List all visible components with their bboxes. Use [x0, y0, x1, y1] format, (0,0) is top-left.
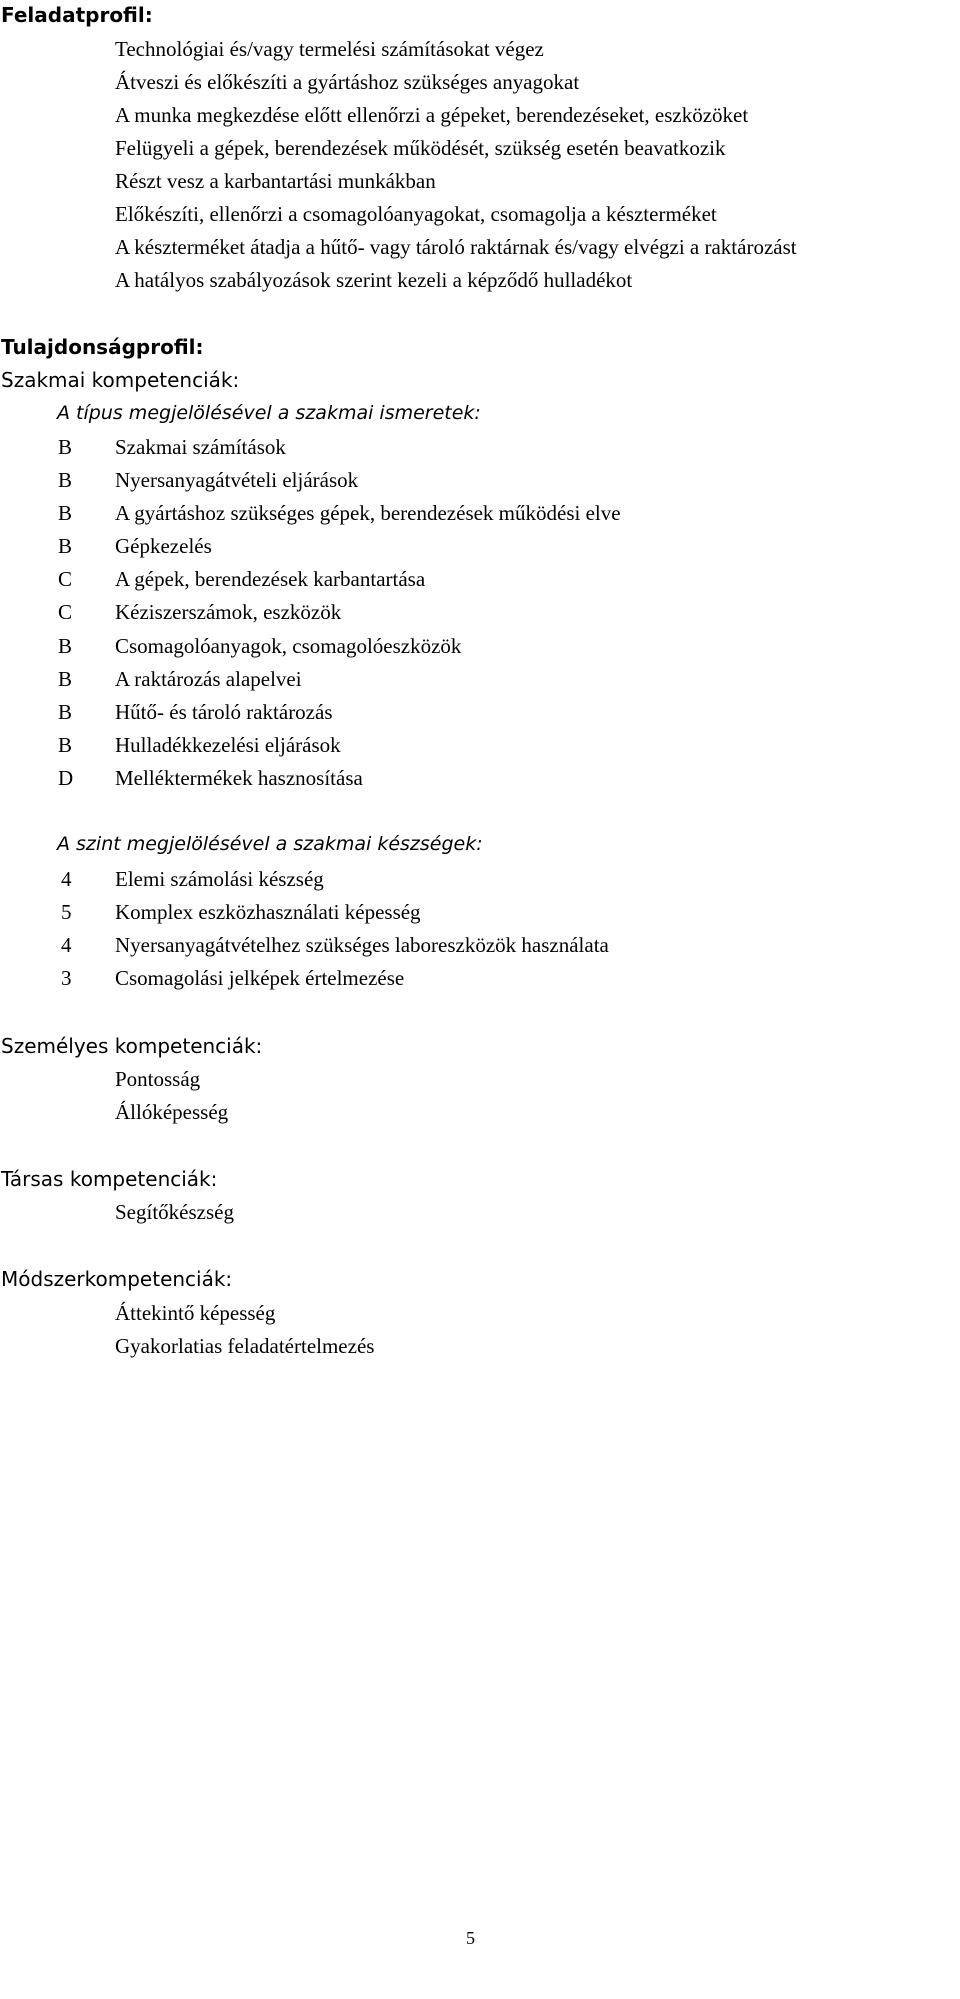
ismeret-text: Szakmai számítások — [115, 435, 286, 459]
ismeret-code: B — [58, 700, 73, 724]
keszseg-level: 4 — [61, 933, 72, 957]
ismeret-text: A gyártáshoz szükséges gépek, berendezések működési elve — [115, 501, 621, 525]
ismeret-code: B — [58, 534, 73, 558]
modszer-item: Gyakorlatias feladatértelmezés — [115, 1334, 375, 1358]
ismeret-text: Hűtő- és tároló raktározás — [115, 700, 333, 724]
keszseg-level: 5 — [61, 900, 72, 924]
ismeret-code: B — [58, 667, 73, 691]
szakmai-ismeretek-label: A típus megjelölésével a szakmai ismeretek: — [57, 402, 481, 424]
ismeret-text: Gépkezelés — [115, 534, 212, 558]
keszseg-level: 4 — [61, 867, 72, 891]
modszerkompetenciak-label: Módszerkompetenciák: — [1, 1267, 233, 1291]
ismeret-code: B — [58, 435, 73, 459]
szemelyes-kompetenciak-label: Személyes kompetenciák: — [1, 1034, 263, 1058]
szemelyes-item: Állóképesség — [115, 1100, 229, 1124]
keszseg-text: Elemi számolási készség — [115, 867, 324, 891]
ismeret-code: B — [58, 733, 73, 757]
tarsas-kompetenciak-label: Társas kompetenciák: — [1, 1167, 218, 1191]
ismeret-code: B — [58, 468, 73, 492]
szemelyes-item: Pontosság — [115, 1067, 201, 1091]
tulajdonsagprofil-heading: Tulajdonságprofil: — [1, 335, 204, 359]
keszseg-text: Nyersanyagátvételhez szükséges laboreszközök használata — [115, 933, 609, 957]
ismeret-text: A gépek, berendezések karbantartása — [115, 567, 426, 591]
keszseg-level: 3 — [61, 966, 72, 990]
keszseg-text: Komplex eszközhasználati képesség — [115, 900, 421, 924]
modszer-item: Áttekintő képesség — [115, 1301, 276, 1325]
task-item: Átveszi és előkészíti a gyártáshoz szükséges anyagokat — [115, 70, 580, 94]
keszseg-text: Csomagolási jelképek értelmezése — [115, 966, 405, 990]
ismeret-text: Nyersanyagátvételi eljárások — [115, 468, 359, 492]
ismeret-text: A raktározás alapelvei — [115, 667, 302, 691]
feladatprofil-heading: Feladatprofil: — [1, 3, 153, 27]
ismeret-text: Melléktermékek hasznosítása — [115, 766, 363, 790]
task-item: A munka megkezdése előtt ellenőrzi a gépeket, berendezéseket, eszközöket — [115, 103, 749, 127]
task-item: Technológiai és/vagy termelési számításokat végez — [115, 37, 544, 61]
ismeret-text: Kéziszerszámok, eszközök — [115, 600, 342, 624]
szakmai-keszsegek-label: A szint megjelölésével a szakmai készségek: — [57, 833, 483, 855]
ismeret-text: Csomagolóanyagok, csomagolóeszközök — [115, 634, 462, 658]
task-item: A készterméket átadja a hűtő- vagy tároló raktárnak és/vagy elvégzi a raktározást — [115, 235, 797, 259]
page-number: 5 — [466, 1928, 475, 1948]
ismeret-code: D — [58, 766, 74, 790]
task-item: Előkészíti, ellenőrzi a csomagolóanyagokat, csomagolja a készterméket — [115, 202, 717, 226]
tarsas-item: Segítőkészség — [115, 1200, 234, 1224]
task-item: Felügyeli a gépek, berendezések működését, szükség esetén beavatkozik — [115, 136, 726, 160]
ismeret-code: B — [58, 501, 73, 525]
ismeret-text: Hulladékkezelési eljárások — [115, 733, 341, 757]
ismeret-code: C — [58, 600, 73, 624]
ismeret-code: C — [58, 567, 73, 591]
task-item: A hatályos szabályozások szerint kezeli a képződő hulladékot — [115, 268, 633, 292]
szakmai-kompetenciak-label: Szakmai kompetenciák: — [1, 368, 240, 392]
ismeret-code: B — [58, 634, 73, 658]
task-item: Részt vesz a karbantartási munkákban — [115, 169, 436, 193]
